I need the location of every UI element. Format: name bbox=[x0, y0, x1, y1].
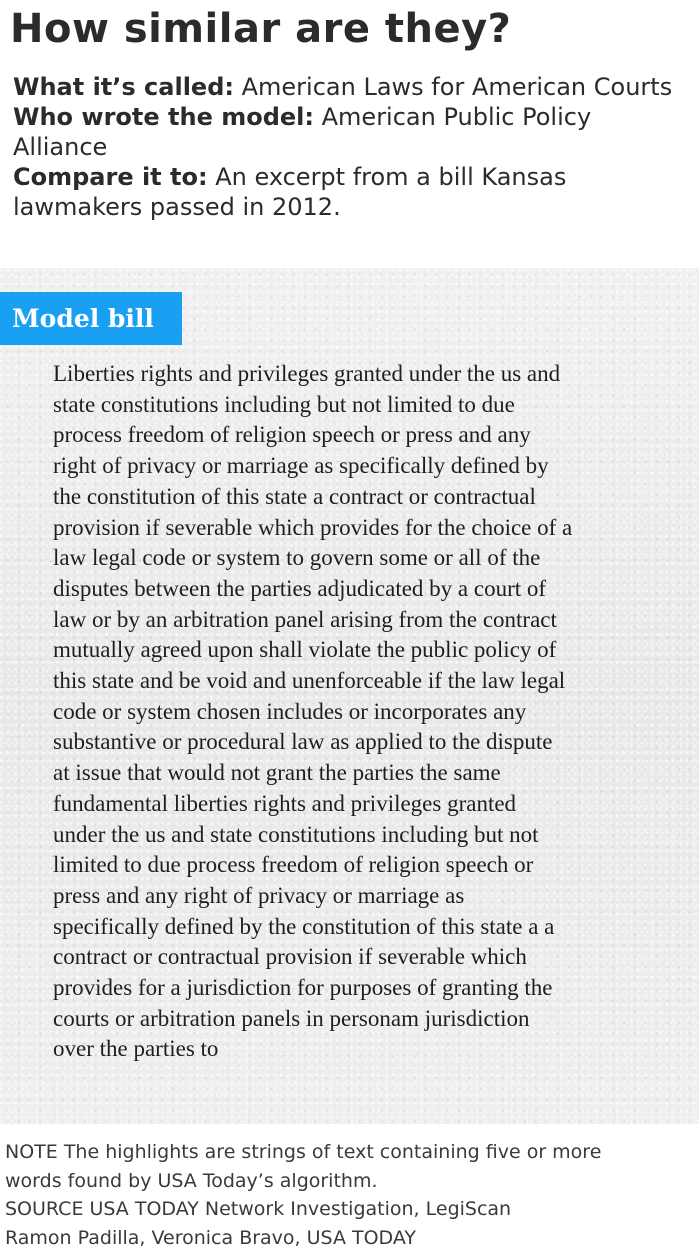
bill-text-line: law or by an arbitration panel arising from the contract bbox=[53, 605, 653, 636]
bill-text-line: at issue that would not grant the parties the same bbox=[53, 758, 653, 789]
called-row bbox=[13, 72, 688, 102]
author-value: American Public Policy Alliance bbox=[13, 103, 591, 161]
bill-text-line: contract or contractual provision if severable which bbox=[53, 942, 653, 973]
bill-text-line: right of privacy or marriage as specifically defined by bbox=[53, 451, 653, 482]
bill-text-line: courts or arbitration panels in personam jurisdiction bbox=[53, 1004, 653, 1035]
credits-line: Ramon Padilla, Veronica Bravo, USA TODAY bbox=[5, 1224, 695, 1252]
model-bill-text bbox=[53, 359, 653, 1065]
bill-text-line: state constitutions including but not limited to due bbox=[53, 390, 653, 421]
bill-text-line: press and any right of privacy or marriage as bbox=[53, 881, 653, 912]
bill-text-line: provision if severable which provides for the choice of a bbox=[53, 513, 653, 544]
bill-text-line: disputes between the parties adjudicated by a court of bbox=[53, 574, 653, 605]
bill-text-line: the constitution of this state a contract or contractual bbox=[53, 482, 653, 513]
compare-value: An excerpt from a bill Kansas lawmakers passed in 2012. bbox=[13, 163, 566, 221]
bill-text-line: fundamental liberties rights and privileges granted bbox=[53, 789, 653, 820]
bill-text-line: substantive or procedural law as applied to the dispute bbox=[53, 727, 653, 758]
bill-text-line: specifically defined by the constitution of this state a a bbox=[53, 912, 653, 943]
compare-label: Compare it to: bbox=[13, 163, 208, 191]
bill-text-line: code or system chosen includes or incorporates any bbox=[53, 697, 653, 728]
bill-text-line: mutually agreed upon shall violate the public policy of bbox=[53, 635, 653, 666]
note-line: words found by USA Today’s algorithm. bbox=[5, 1167, 695, 1196]
author-label: Who wrote the model: bbox=[13, 103, 314, 131]
bill-text-line: Liberties rights and privileges granted under the us and bbox=[53, 359, 653, 390]
bill-text-line: over the parties to bbox=[53, 1034, 653, 1065]
author-row bbox=[13, 102, 688, 162]
bill-text-line: law legal code or system to govern some or all of the bbox=[53, 543, 653, 574]
source-line: SOURCE USA TODAY Network Investigation, LegiScan bbox=[5, 1195, 695, 1224]
bill-text-line: provides for a jurisdiction for purposes of granting the bbox=[53, 973, 653, 1004]
page-title: How similar are they? bbox=[10, 2, 511, 56]
model-bill-tag: Model bill bbox=[0, 292, 182, 345]
called-value: American Laws for American Courts bbox=[242, 73, 673, 101]
bill-info bbox=[13, 72, 688, 222]
note-line: NOTE The highlights are strings of text containing five or more bbox=[5, 1138, 695, 1167]
model-bill-panel bbox=[0, 268, 699, 1124]
bill-text-line: under the us and state constitutions including but not bbox=[53, 820, 653, 851]
footer-notes bbox=[5, 1138, 695, 1252]
bill-text-line: limited to due process freedom of religion speech or bbox=[53, 850, 653, 881]
called-label: What it’s called: bbox=[13, 73, 234, 101]
bill-text-line: process freedom of religion speech or press and any bbox=[53, 420, 653, 451]
compare-row bbox=[13, 162, 688, 222]
bill-text-line: this state and be void and unenforceable if the law legal bbox=[53, 666, 653, 697]
